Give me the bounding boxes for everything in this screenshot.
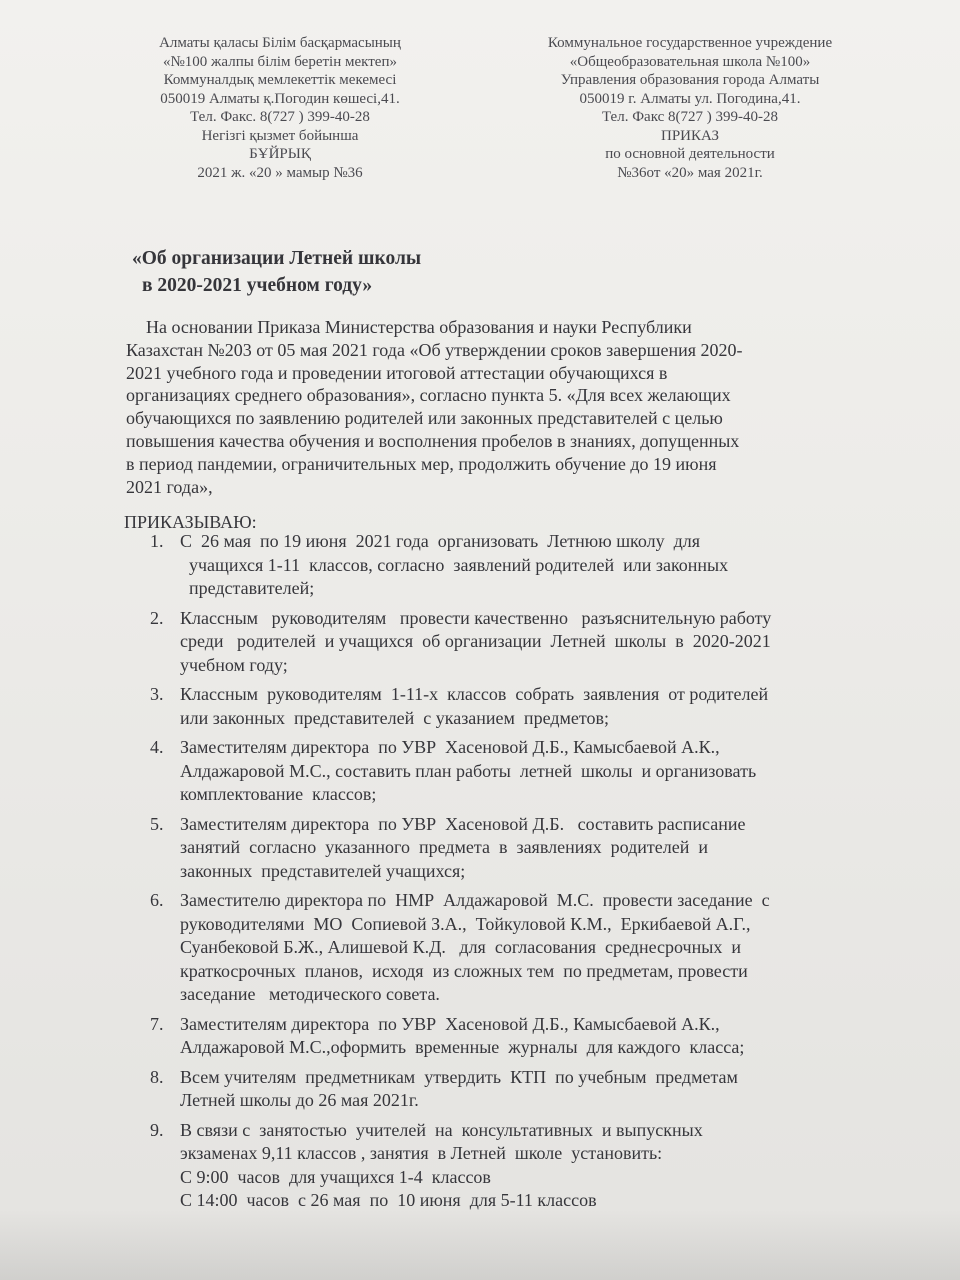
order-item [150, 1119, 910, 1213]
header-right-line: ПРИКАЗ [661, 127, 719, 144]
order-item-line: Алдажаровой М.С., составить план работы летней школы и организовать [180, 760, 757, 781]
preamble-line: 2021 учебного года и проведении итоговой аттестации обучающихся в [126, 362, 668, 383]
preamble-line: повышения качества обучения и восполнения пробелов в знаниях, допущенных [126, 430, 740, 451]
header-right-line: №36от «20» мая 2021г. [617, 164, 763, 181]
order-item [150, 889, 910, 1007]
header-right-line: Управления образования города Алматы [560, 72, 820, 88]
order-item-number: 8. [150, 1066, 164, 1087]
order-item-number: 1. [150, 531, 164, 551]
header-right-line: Коммунальное государственное учреждение [547, 35, 833, 51]
order-item [150, 1013, 910, 1060]
order-item-line: В связи с занятостью учителей на консультативных и выпускных [180, 1119, 703, 1140]
order-items-list [150, 530, 910, 1219]
header-right-line: по основной деятельности [605, 146, 775, 162]
preamble-line: На основании Приказа Министерства образования и науки Республики [146, 317, 692, 337]
order-item-line: Алдажаровой М.С.,оформить временные журналы для каждого класса; [180, 1037, 745, 1057]
header-left-line: Тел. Факс. 8(727 ) 399-40-28 [190, 109, 370, 125]
order-item-line: руководителями МО Сопиевой З.А., Тойкуловой К.М., Еркибаевой А.Г., [180, 913, 751, 934]
order-item-line: С 14:00 часов с 26 мая по 10 июня для 5-11 классов [180, 1190, 597, 1210]
order-item-line: законных представителей учащихся; [180, 860, 466, 881]
order-item-line: учащихся 1-11 классов, согласно заявлений родителей или законных [180, 554, 729, 575]
header-kazakh [100, 34, 460, 182]
preamble-line: Казахстан №203 от 05 мая 2021 года «Об утверждении сроков завершения 2020- [126, 339, 743, 360]
order-item-number: 6. [150, 890, 164, 910]
title-line: «Об организации Летней школы [132, 248, 422, 269]
order-item-number: 9. [150, 1119, 164, 1140]
header-left-line: БҰЙРЫҚ [249, 146, 311, 162]
header-right-line: 050019 г. Алматы ул. Погодина,41. [579, 90, 801, 107]
order-item-line: Заместителям директора по УВР Хасеновой Д.Б. составить расписание [180, 813, 746, 834]
order-item-line: заседание методического совета. [180, 984, 440, 1004]
title-line: в 2020-2021 учебном году» [142, 275, 373, 296]
order-item-number: 2. [150, 607, 164, 628]
order-item-line: Всем учителям предметникам утвердить КТП по учебным предметам [180, 1066, 738, 1087]
order-item-line: учебном году; [180, 654, 288, 675]
header-right-line: «Общеобразовательная школа №100» [569, 53, 811, 70]
order-item [150, 1066, 910, 1113]
preamble-paragraph [126, 316, 886, 498]
preamble-line: 2021 года», [126, 476, 213, 497]
order-item-number: 7. [150, 1013, 164, 1034]
order-item-line: представителей; [180, 578, 315, 598]
order-item-line: среди родителей и учащихся об организации Летней школы в 2020-2021 [180, 631, 771, 651]
order-item [150, 813, 910, 884]
order-item-line: С 26 мая по 19 июня 2021 года организовать Летнюю школу для [180, 531, 701, 551]
order-item-line: Заместителям директора по УВР Хасеновой Д.Б., Камысбаевой А.К., [180, 737, 720, 757]
order-item-line: или законных представителей с указанием предметов; [180, 707, 609, 728]
header-left-line: Коммуналдық мемлекеттік мекемесі [163, 72, 397, 88]
header-left-line: 2021 ж. «20 » мамыр №36 [197, 164, 363, 181]
preamble-line: организациях среднего образования», согласно пункта 5. «Для всех желающих [126, 385, 731, 406]
header-left-line: «№100 жалпы білім беретін мектеп» [163, 53, 397, 70]
order-item [150, 736, 910, 807]
header-russian [500, 34, 880, 182]
order-heading: ПРИКАЗЫВАЮ: [124, 512, 257, 532]
order-item-number: 4. [150, 737, 164, 757]
preamble-line: обучающихся по заявлению родителей или законных представителей с целью [126, 408, 723, 429]
order-item-line: Классным руководителям 1-11-х классов собрать заявления от родителей [180, 684, 769, 704]
order-item-number: 5. [150, 813, 164, 834]
document-title [132, 245, 421, 299]
order-item-line: Заместителю директора по НМР Алдажаровой М.С. провести заседание с [180, 890, 770, 910]
page-shadow [0, 1210, 960, 1280]
order-item [150, 530, 910, 601]
header-left-line: Негізгі қызмет бойынша [201, 127, 359, 144]
order-item-line: Заместителям директора по УВР Хасеновой Д.Б., Камысбаевой А.К., [180, 1013, 720, 1034]
order-item-line: занятий согласно указанного предмета в заявлениях родителей и [180, 837, 708, 857]
order-item-line: С 9:00 часов для учащихся 1-4 классов [180, 1166, 491, 1187]
header-left-line: Алматы қаласы Білім басқармасының [159, 35, 401, 51]
order-item-line: комплектование классов; [180, 784, 377, 804]
header-left-line: 050019 Алматы қ.Погодин көшесі,41. [160, 90, 400, 107]
order-item-line: краткосрочных планов, исходя из сложных тем по предметам, провести [180, 960, 748, 981]
order-item-line: экзаменах 9,11 классов , занятия в Летней школе установить: [180, 1143, 663, 1163]
preamble-line: в период пандемии, ограничительных мер, продолжить обучение до 19 июня [126, 453, 717, 474]
order-item-line: Суанбековой Б.Ж., Алишевой К.Д. для согласования среднесрочных и [180, 937, 741, 957]
order-item-line: Классным руководителям провести качественно разъяснительную работу [180, 607, 772, 628]
order-item [150, 607, 910, 678]
order-item-number: 3. [150, 684, 164, 704]
order-item [150, 683, 910, 730]
header-right-line: Тел. Факс 8(727 ) 399-40-28 [601, 109, 779, 125]
order-item-line: Летней школы до 26 мая 2021г. [180, 1090, 419, 1110]
